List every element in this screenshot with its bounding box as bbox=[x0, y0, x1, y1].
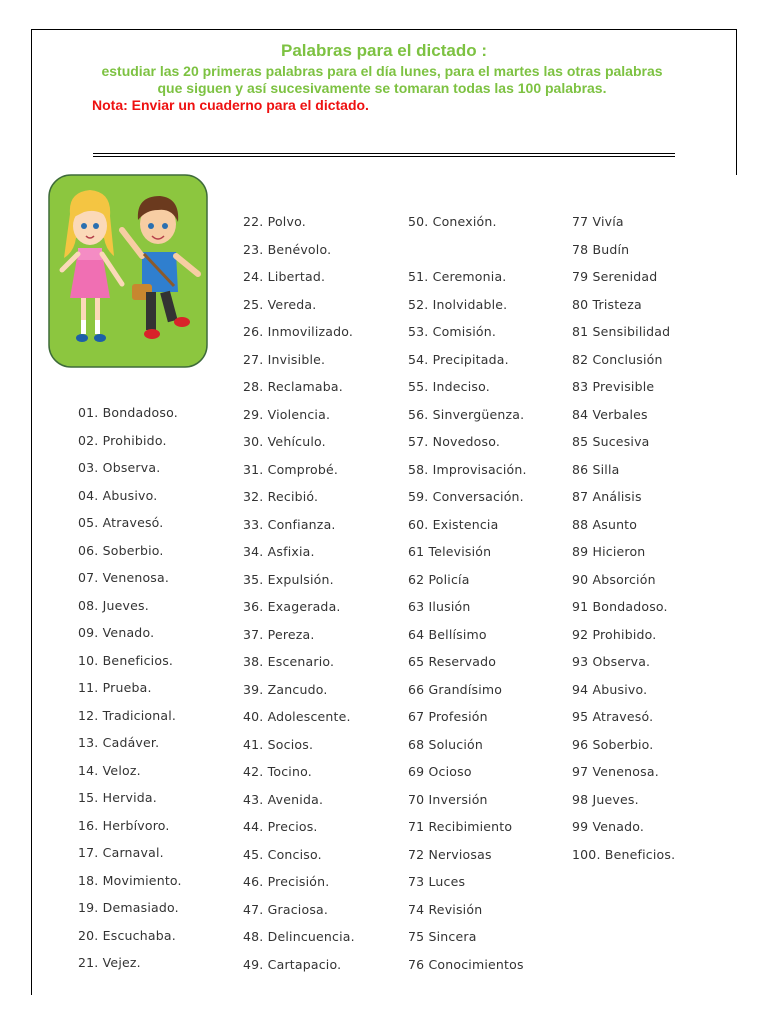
word-item: 100. Beneficios. bbox=[572, 846, 676, 862]
word-item: 01. Bondadoso. bbox=[78, 405, 178, 420]
word-item: 37. Pereza. bbox=[243, 626, 315, 642]
word-item: 85 Sucesiva bbox=[572, 434, 650, 449]
word-item: 53. Comisión. bbox=[408, 324, 497, 339]
children-cartoon-icon bbox=[48, 174, 208, 368]
word-item: 25. Vereda. bbox=[243, 296, 317, 312]
word-item: 34. Asfixia. bbox=[243, 544, 315, 559]
word-item: 27. Invisible. bbox=[243, 351, 326, 367]
word-item: 50. Conexión. bbox=[408, 214, 497, 229]
word-item: 02. Prohibido. bbox=[78, 432, 167, 448]
word-item: 12. Tradicional. bbox=[78, 707, 177, 723]
word-item: 86 Silla bbox=[572, 461, 620, 477]
word-item: 15. Hervida. bbox=[78, 790, 157, 805]
word-item: 64 Bellísimo bbox=[408, 626, 487, 642]
word-item: 76 Conocimientos bbox=[408, 956, 524, 972]
word-item: 23. Benévolo. bbox=[243, 241, 332, 257]
word-item: 06. Soberbio. bbox=[78, 542, 164, 558]
divider-line bbox=[93, 153, 675, 154]
word-item: 13. Cadáver. bbox=[78, 735, 160, 750]
word-item: 70 Inversión bbox=[408, 791, 488, 807]
word-item: 55. Indeciso. bbox=[408, 379, 490, 394]
word-item: 78 Budín bbox=[572, 241, 630, 257]
word-item: 81 Sensibilidad bbox=[572, 324, 671, 339]
word-item: 47. Graciosa. bbox=[243, 901, 329, 917]
word-item: 96 Soberbio. bbox=[572, 736, 654, 752]
word-list-column-4 bbox=[572, 208, 675, 868]
word-item: 28. Reclamaba. bbox=[243, 379, 343, 394]
word-item: 54. Precipitada. bbox=[408, 351, 509, 367]
word-item: 20. Escuchaba. bbox=[78, 927, 176, 943]
word-item: 36. Exagerada. bbox=[243, 599, 341, 614]
word-item: 48. Delincuencia. bbox=[243, 929, 355, 944]
word-item: 41. Socios. bbox=[243, 736, 314, 752]
word-item: 77 Vivía bbox=[572, 214, 624, 229]
word-item: 91 Bondadoso. bbox=[572, 599, 668, 614]
page-title: Palabras para el dictado : bbox=[281, 41, 487, 60]
word-item: 60. Existencia bbox=[408, 516, 499, 532]
word-item: 10. Beneficios. bbox=[78, 652, 174, 668]
word-item: 32. Recibió. bbox=[243, 489, 319, 504]
word-item: 19. Demasiado. bbox=[78, 900, 179, 915]
word-item: 95 Atravesó. bbox=[572, 709, 654, 724]
word-item: 38. Escenario. bbox=[243, 654, 335, 669]
instructions-text: estudiar las 20 primeras palabras para el día lunes, para el martes las otras palabras que siguen y así sucesivamente se tomaran todas las 100 palabras. bbox=[101, 63, 663, 96]
word-item: 71 Recibimiento bbox=[408, 819, 513, 834]
word-item: 42. Tocino. bbox=[243, 764, 312, 779]
word-item: 04. Abusivo. bbox=[78, 487, 158, 503]
word-item: 07. Venenosa. bbox=[78, 570, 170, 585]
word-item: 67 Profesión bbox=[408, 709, 488, 724]
word-item: 31. Comprobé. bbox=[243, 461, 339, 477]
word-item: 74 Revisión bbox=[408, 901, 483, 917]
word-item: 52. Inolvidable. bbox=[408, 296, 508, 312]
note-text: Nota: Enviar un cuaderno para el dictado. bbox=[92, 97, 369, 113]
word-item: 44. Precios. bbox=[243, 819, 318, 834]
word-item: 57. Novedoso. bbox=[408, 434, 501, 449]
word-item: 73 Luces bbox=[408, 874, 466, 889]
page-frame-left bbox=[31, 29, 32, 995]
word-item: 69 Ocioso bbox=[408, 764, 472, 779]
word-item bbox=[408, 236, 527, 264]
word-item: 35. Expulsión. bbox=[243, 571, 334, 587]
word-item: 84 Verbales bbox=[572, 406, 648, 422]
word-list-column-1 bbox=[78, 399, 182, 977]
word-item: 16. Herbívoro. bbox=[78, 817, 170, 833]
word-item: 43. Avenida. bbox=[243, 791, 324, 807]
word-item: 22. Polvo. bbox=[243, 214, 306, 229]
word-item: 03. Observa. bbox=[78, 460, 161, 475]
page-frame-right bbox=[736, 29, 737, 175]
word-item: 24. Libertad. bbox=[243, 269, 326, 284]
word-item: 08. Jueves. bbox=[78, 597, 149, 613]
word-item: 56. Sinvergüenza. bbox=[408, 406, 525, 422]
word-item: 89 Hicieron bbox=[572, 544, 646, 559]
word-item: 68 Solución bbox=[408, 736, 483, 752]
word-item: 99 Venado. bbox=[572, 819, 645, 834]
word-item: 46. Precisión. bbox=[243, 874, 330, 889]
page-frame-top bbox=[31, 29, 737, 30]
word-item: 94 Abusivo. bbox=[572, 681, 648, 697]
word-item: 59. Conversación. bbox=[408, 489, 524, 504]
word-item: 92 Prohibido. bbox=[572, 626, 657, 642]
word-item: 98 Jueves. bbox=[572, 791, 639, 807]
word-item: 05. Atravesó. bbox=[78, 515, 164, 530]
word-item: 49. Cartapacio. bbox=[243, 956, 342, 972]
word-list-column-3 bbox=[408, 208, 527, 978]
word-item: 51. Ceremonia. bbox=[408, 269, 507, 284]
word-item: 82 Conclusión bbox=[572, 351, 663, 367]
word-item: 83 Previsible bbox=[572, 379, 655, 394]
word-item: 40. Adolescente. bbox=[243, 709, 351, 724]
word-item: 14. Veloz. bbox=[78, 762, 141, 778]
word-item: 61 Televisión bbox=[408, 544, 492, 559]
word-item: 18. Movimiento. bbox=[78, 872, 182, 888]
word-item: 66 Grandísimo bbox=[408, 681, 503, 697]
word-item: 97 Venenosa. bbox=[572, 764, 659, 779]
word-list-column-2 bbox=[243, 208, 355, 978]
word-item: 29. Violencia. bbox=[243, 406, 331, 422]
word-item: 65 Reservado bbox=[408, 654, 497, 669]
divider-line bbox=[93, 156, 675, 157]
word-item: 11. Prueba. bbox=[78, 680, 152, 695]
word-item: 21. Vejez. bbox=[78, 955, 141, 970]
word-item: 26. Inmovilizado. bbox=[243, 324, 354, 339]
word-item: 45. Conciso. bbox=[243, 846, 322, 862]
word-item: 75 Sincera bbox=[408, 929, 477, 944]
word-item: 79 Serenidad bbox=[572, 269, 658, 284]
word-item: 88 Asunto bbox=[572, 516, 638, 532]
word-item: 62 Policía bbox=[408, 571, 470, 587]
word-item: 90 Absorción bbox=[572, 571, 656, 587]
word-item: 80 Tristeza bbox=[572, 296, 642, 312]
word-item: 17. Carnaval. bbox=[78, 845, 164, 860]
word-item: 09. Venado. bbox=[78, 625, 155, 640]
word-item: 63 Ilusión bbox=[408, 599, 471, 614]
word-item: 93 Observa. bbox=[572, 654, 651, 669]
word-item: 33. Confianza. bbox=[243, 516, 336, 532]
word-item: 39. Zancudo. bbox=[243, 681, 328, 697]
word-item: 58. Improvisación. bbox=[408, 461, 527, 477]
word-item: 72 Nerviosas bbox=[408, 846, 492, 862]
word-item: 87 Análisis bbox=[572, 489, 642, 504]
word-item: 30. Vehículo. bbox=[243, 434, 326, 449]
